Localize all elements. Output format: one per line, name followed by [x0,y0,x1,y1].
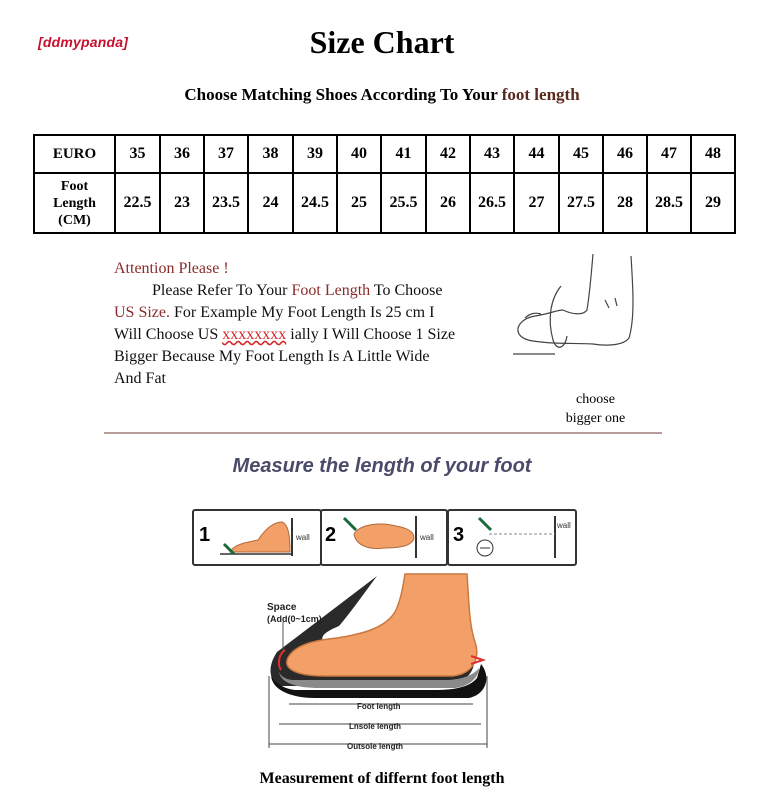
foot-length-label: Foot length [357,702,401,711]
notice-line [114,302,521,324]
notice-error-text: xxxxxxxx [222,326,287,343]
euro-cell: 40 [337,135,381,173]
step-number: 3 [453,524,465,546]
length-cell: 23.5 [204,173,248,233]
length-cell: 22.5 [115,173,160,233]
notice-text: Will Choose US [114,326,223,343]
step-2-foot-icon [340,514,442,560]
space-add-label: (Add(0~1cm) [267,614,322,624]
step-2-panel [320,509,448,566]
section-divider [104,432,662,434]
foot-sketch-shoe-outline [550,286,567,347]
euro-cell: 42 [426,135,470,173]
step-3-panel [447,509,577,566]
step-wall-label: wall [296,533,310,542]
euro-cell: 48 [691,135,735,173]
diagram-caption: Measurement of differnt foot length [259,770,505,787]
length-cell: 27 [514,173,559,233]
length-cell: 24 [248,173,293,233]
step-number: 2 [325,524,337,546]
euro-row-label: EURO [34,135,115,173]
foot-sketch-heel-line [563,254,593,314]
subtitle-highlight: foot length [501,85,580,104]
subtitle-text: Choose Matching Shoes According To Your [184,85,502,104]
brand-logo: [ddmypanda] [38,34,129,50]
length-cell: 25.5 [381,173,426,233]
label-line: Length [53,195,96,211]
choose-note-line: bigger one [565,411,626,426]
notice-line [114,280,521,302]
measure-heading: Measure the length of your foot [232,455,532,477]
step-1-panel [192,509,322,566]
foot-sketch-ankle-detail [605,298,617,308]
euro-cell: 38 [248,135,293,173]
shoe-measurement-diagram [255,572,505,757]
foot-length-row [34,173,735,233]
notice-text: For Example My Foot Length Is 25 cm I [170,304,435,321]
euro-row [34,135,735,173]
euro-cell: 44 [514,135,559,173]
length-cell: 25 [337,173,381,233]
step-number: 1 [199,524,211,546]
subtitle [0,85,764,105]
choose-note-line: choose [576,392,615,407]
size-table [33,134,736,234]
label-line: (CM) [58,212,91,228]
space-label: Space [267,602,297,613]
foot-sketch-illustration [505,248,655,368]
euro-cell: 45 [559,135,603,173]
length-cell: 28 [603,173,647,233]
step-wall-label: wall [557,521,571,530]
euro-cell: 36 [160,135,204,173]
length-cell: 29 [691,173,735,233]
notice-heading: Attention Please ! [114,260,229,277]
euro-cell: 39 [293,135,337,173]
notice-line: Bigger Because My Foot Length Is A Little Wide [114,348,430,365]
notice-line [114,324,521,346]
step-1-foot-icon [216,514,316,560]
length-cell: 23 [160,173,204,233]
euro-cell: 41 [381,135,426,173]
length-cell: 26 [426,173,470,233]
length-cell: 28.5 [647,173,691,233]
notice-red-text: Foot Length [291,282,371,299]
euro-cell: 46 [603,135,647,173]
notice-red-text: US Size. [114,304,170,321]
length-cell: 24.5 [293,173,337,233]
choose-bigger-note [548,390,643,428]
notice-line: And Fat [114,370,166,387]
euro-cell: 35 [115,135,160,173]
label-line: Foot [60,178,89,194]
insole-length-label: Lnsole length [349,722,401,731]
step-wall-label: wall [420,533,434,542]
page-title: Size Chart [309,24,455,60]
notice-text: ially I Will Choose 1 Size [286,326,456,343]
euro-cell: 47 [647,135,691,173]
foot-length-row-label [34,173,115,233]
euro-cell: 43 [470,135,514,173]
outsole-length-label: Outsole length [347,742,403,751]
length-cell: 27.5 [559,173,603,233]
length-cell: 26.5 [470,173,514,233]
attention-notice [114,258,521,390]
notice-text: Please Refer To Your [152,282,292,299]
euro-cell: 37 [204,135,248,173]
notice-text: To Choose [370,282,443,299]
step-3-measure-icon [471,514,571,560]
